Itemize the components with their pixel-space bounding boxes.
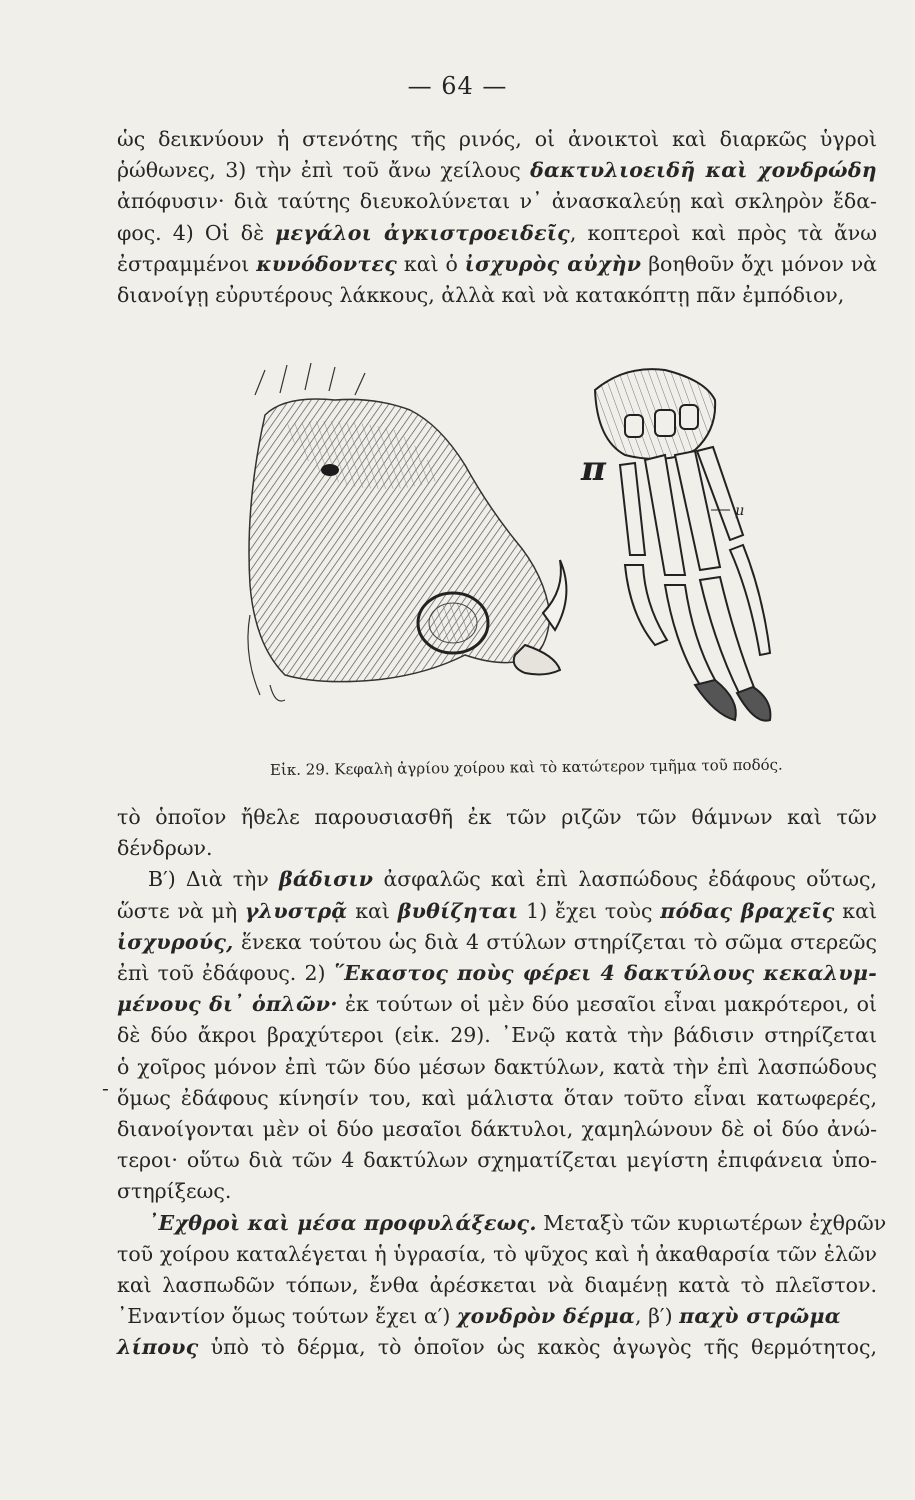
emphasis-text: βάδισιν bbox=[278, 867, 374, 892]
margin-mark: - bbox=[102, 1076, 109, 1100]
text-line bbox=[117, 1177, 877, 1206]
text-line bbox=[117, 1146, 877, 1175]
text-run: καὶ bbox=[347, 898, 398, 923]
text-run: ἐστραμμένοι bbox=[117, 251, 257, 276]
text-run: ὥστε νὰ μὴ bbox=[117, 898, 245, 923]
text-run: διανοίγῃ εὐρυτέρους λάκκους, ἀλλὰ καὶ νὰ κατακόπτῃ πᾶν ἐμπόδιον, bbox=[117, 283, 845, 307]
text-run: καὶ ὁ bbox=[397, 251, 465, 276]
emphasis-text: ἰσχυρὸς αὐχὴν bbox=[464, 251, 642, 276]
text-line bbox=[117, 1021, 877, 1050]
emphasis-text: λίπους bbox=[117, 1335, 199, 1360]
text-line bbox=[117, 1084, 877, 1113]
text-line bbox=[117, 990, 877, 1019]
emphasis-text: παχὺ στρῶμα bbox=[679, 1304, 841, 1329]
label-mu: μ bbox=[735, 503, 745, 519]
text-line bbox=[117, 156, 877, 185]
text-line bbox=[117, 187, 877, 216]
emphasis-text: γλυστρᾷ bbox=[244, 898, 348, 923]
emphasis-text: πόδας βραχεῖς bbox=[660, 898, 835, 923]
text-line bbox=[117, 1333, 877, 1362]
text-run: στηρίξεως. bbox=[117, 1179, 232, 1204]
text-line bbox=[148, 865, 877, 894]
emphasis-text: ῞Εκαστος ποὺς φέρει 4 δακτύλους κεκαλυμ- bbox=[333, 961, 877, 985]
text-run: ἕνεκα τούτου ὡς διὰ 4 στύλων στηρίζεται τὸ σῶμα στερεῶς bbox=[233, 929, 877, 954]
text-line bbox=[117, 897, 877, 926]
text-line bbox=[148, 1209, 887, 1238]
text-run: , κοπτεροὶ καὶ πρὸς τὰ ἄνω bbox=[569, 220, 877, 245]
figure-caption: Εἰκ. 29. Κεφαλὴ ἀγρίου χοίρου καὶ τὸ κατώτερον τμῆμα τοῦ ποδός. bbox=[269, 755, 783, 779]
emphasis-text: ἰσχυρούς, bbox=[117, 929, 234, 954]
text-line bbox=[117, 250, 877, 279]
pig-foot-skeleton-drawing bbox=[595, 369, 770, 721]
text-run: βοηθοῦν ὄχι μόνον νὰ bbox=[641, 251, 877, 276]
text-run: φος. 4) Οἱ δὲ bbox=[117, 220, 276, 245]
text-run: καὶ λασπωδῶν τόπων, ἔνθα ἀρέσκεται νὰ διαμένῃ κατὰ τὸ πλεῖστον. bbox=[117, 1273, 877, 1297]
text-run: δένδρων. bbox=[117, 836, 213, 861]
emphasis-text: μεγάλοι ἀγκιστροειδεῖς bbox=[275, 220, 570, 245]
text-run: ἀσφαλῶς καὶ ἐπὶ λασπώδους ἐδάφους οὕτως, bbox=[373, 867, 877, 892]
text-run: ἀπόφυσιν· διὰ ταύτης διευκολύνεται ν᾽ ἀνασκαλεύῃ καὶ σκληρὸν ἔδα- bbox=[117, 189, 877, 214]
text-run: ὑπὸ τὸ δέρμα, τὸ ὁποῖον ὡς κακὸς ἀγωγὸς τῆς θερμότητος, bbox=[198, 1335, 877, 1360]
text-line bbox=[117, 219, 877, 248]
text-line bbox=[117, 959, 877, 988]
text-line bbox=[117, 1271, 877, 1300]
text-line bbox=[117, 1302, 877, 1331]
text-run: , β′) bbox=[635, 1304, 680, 1329]
text-run: ἐκ τούτων οἱ μὲν δύο μεσαῖοι εἶναι μακρότεροι, οἱ bbox=[337, 992, 877, 1017]
text-run: καὶ bbox=[834, 898, 877, 923]
text-run: διανοίγονται μὲν οἱ δύο μεσαῖοι δάκτυλοι, χαμηλώνουν δὲ οἱ δύο ἀνώ- bbox=[117, 1117, 877, 1141]
text-run: δὲ δύο ἄκροι βραχύτεροι (εἰκ. 29). ᾿Ενῷ κατὰ τὴν βάδισιν στηρίζεται bbox=[117, 1023, 877, 1048]
text-run: Μεταξὺ τῶν κυριωτέρων ἐχθρῶν bbox=[536, 1210, 887, 1235]
label-pi: π bbox=[581, 449, 606, 489]
text-line bbox=[117, 928, 877, 957]
text-run: ὁ χοῖρος μόνον ἐπὶ τῶν δύο μέσων δακτύλων, κατὰ τὴν ἐπὶ λασπώδους bbox=[117, 1054, 877, 1079]
text-run: τὸ ὁποῖον ἤθελε παρουσιασθῆ ἐκ τῶν ριζῶν τῶν θάμνων καὶ τῶν bbox=[117, 805, 877, 829]
page-number: — 64 — bbox=[407, 72, 508, 100]
text-run: τοῦ χοίρου καταλέγεται ἡ ὑγρασία, τὸ ψῦχος καὶ ἡ ἀκαθαρσία τῶν ἑλῶν bbox=[117, 1241, 877, 1266]
text-line bbox=[117, 281, 877, 310]
text-line bbox=[117, 1240, 877, 1269]
text-run: ῥώθωνες, 3) τὴν ἐπὶ τοῦ ἄνω χείλους bbox=[117, 158, 531, 183]
text-run: 1) ἔχει τοὺς bbox=[518, 898, 661, 923]
boar-head-and-foot-illustration bbox=[225, 355, 785, 755]
text-run: ᾿Εναντίον ὅμως τούτων ἔχει α′) bbox=[117, 1304, 457, 1329]
text-line bbox=[117, 125, 877, 154]
text-line bbox=[117, 834, 877, 863]
text-run: ὡς δεικνύουν ἡ στενότης τῆς ρινός, οἱ ἀνοικτοὶ καὶ διαρκῶς ὑγροὶ bbox=[117, 127, 877, 151]
emphasis-text: χονδρὸν δέρμα bbox=[456, 1304, 636, 1329]
text-run: ἐπὶ τοῦ ἐδάφους. 2) bbox=[117, 961, 334, 985]
emphasis-text: ᾿Εχθροὶ καὶ μέσα προφυλάξεως. bbox=[148, 1210, 537, 1235]
text-line bbox=[117, 1053, 877, 1082]
emphasis-text: δακτυλιοειδῆ καὶ χονδρώδη bbox=[530, 158, 877, 183]
emphasis-text: βυθίζηται bbox=[397, 898, 519, 923]
text-run: τεροι· οὕτω διὰ τῶν 4 δακτύλων σχηματίζεται μεγίστη ἐπιφάνεια ὑπο- bbox=[117, 1148, 877, 1173]
text-run: Β′) Διὰ τὴν bbox=[148, 867, 279, 892]
figure-boar bbox=[225, 355, 785, 755]
emphasis-text: μένους δι᾽ ὁπλῶν· bbox=[117, 992, 338, 1017]
boar-head-drawing bbox=[248, 363, 566, 701]
text-run: ὅμως ἐδάφους κίνησίν του, καὶ μάλιστα ὅταν τοῦτο εἶναι κατωφερές, bbox=[117, 1085, 877, 1110]
text-line bbox=[117, 1115, 877, 1144]
emphasis-text: κυνόδοντες bbox=[256, 251, 398, 276]
text-line bbox=[117, 803, 877, 832]
